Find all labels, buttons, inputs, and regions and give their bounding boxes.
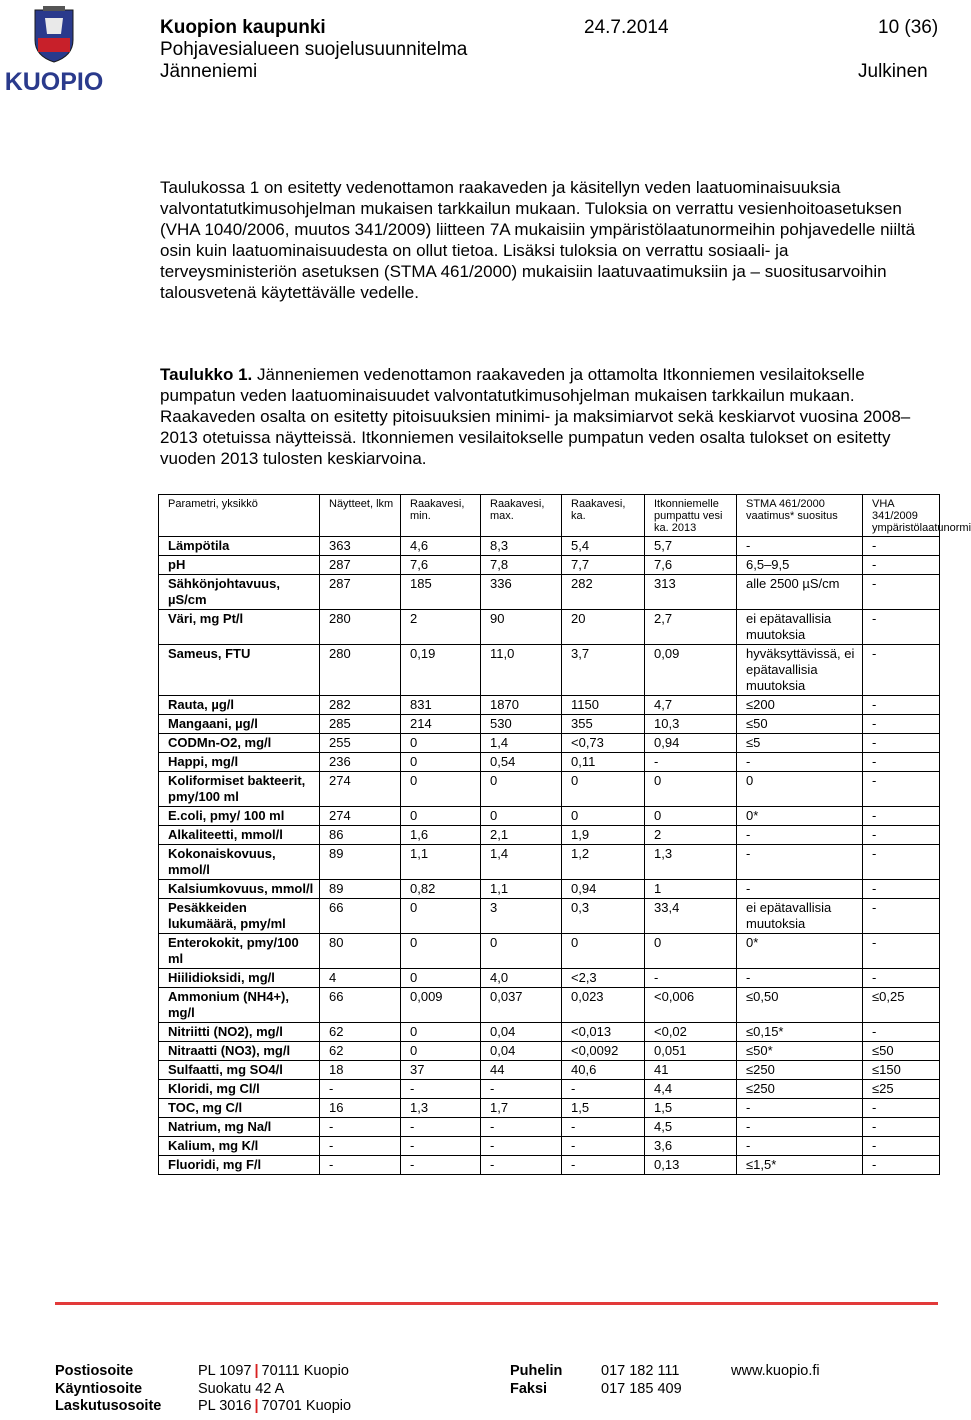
- value-cell: -: [737, 880, 863, 899]
- table-row: [159, 807, 940, 826]
- parameter-cell: Hiilidioksidi, mg/l: [159, 969, 320, 988]
- value-cell: -: [863, 807, 940, 826]
- classification: Julkinen: [858, 61, 928, 82]
- value-cell: 10,3: [645, 715, 737, 734]
- value-cell: 831: [401, 696, 481, 715]
- value-cell: -: [737, 1099, 863, 1118]
- value-cell: -: [481, 1137, 562, 1156]
- value-cell: 0: [401, 807, 481, 826]
- table-caption-text: Jänneniemen vedenottamon raakaveden ja ottamolta Itkonniemen vesilaitokselle pumpatun veden laatuominaisuudet valvontatutkimusohjelman mukaisen tarkkailun mukaan. Raakaveden osalta on esitetty pitoisuuksien minimi- ja maksimiarvot sekä keskiarvot vuosina 2008–2013 otetuissa näytteissä. Itkonniemen vesilaitokselle pumpatun veden osalta tulokset on esitetty vuoden 2013 tulosten keskiarvoina.: [160, 365, 911, 468]
- value-cell: ≤1,5*: [737, 1156, 863, 1175]
- intro-paragraph: [160, 177, 930, 303]
- parameter-cell: CODMn-O2, mg/l: [159, 734, 320, 753]
- value-cell: -: [863, 899, 940, 934]
- value-cell: alle 2500 µS/cm: [737, 575, 863, 610]
- value-cell: -: [401, 1080, 481, 1099]
- parameter-cell: Natrium, mg Na/l: [159, 1118, 320, 1137]
- value-cell: 7,8: [481, 556, 562, 575]
- value-cell: 1,2: [562, 845, 645, 880]
- value-cell: -: [737, 537, 863, 556]
- value-cell: 11,0: [481, 645, 562, 696]
- value-cell: 0: [401, 969, 481, 988]
- value-cell: -: [737, 1137, 863, 1156]
- value-cell: -: [737, 826, 863, 845]
- table-row: [159, 645, 940, 696]
- value-cell: -: [562, 1156, 645, 1175]
- value-cell: ≤0,25: [863, 988, 940, 1023]
- value-cell: 0: [737, 772, 863, 807]
- parameter-cell: Sulfaatti, mg SO4/l: [159, 1061, 320, 1080]
- table-row: [159, 988, 940, 1023]
- value-cell: 0,009: [401, 988, 481, 1023]
- coat-of-arms-icon: [5, 4, 103, 94]
- footer-contact-labels: [510, 1363, 562, 1398]
- parameter-cell: Sameus, FTU: [159, 645, 320, 696]
- value-cell: -: [645, 969, 737, 988]
- parameter-cell: TOC, mg C/l: [159, 1099, 320, 1118]
- value-cell: 2: [645, 826, 737, 845]
- value-cell: 4,6: [401, 537, 481, 556]
- value-cell: 80: [320, 934, 401, 969]
- value-cell: 1,5: [562, 1099, 645, 1118]
- table-row: [159, 1042, 940, 1061]
- value-cell: -: [863, 537, 940, 556]
- value-cell: 20: [562, 610, 645, 645]
- value-cell: 16: [320, 1099, 401, 1118]
- value-cell: -: [863, 1118, 940, 1137]
- value-cell: 0,037: [481, 988, 562, 1023]
- value-cell: 2,1: [481, 826, 562, 845]
- value-cell: ei epätavallisia muutoksia: [737, 899, 863, 934]
- value-cell: -: [481, 1080, 562, 1099]
- value-cell: <0,02: [645, 1023, 737, 1042]
- value-cell: 0*: [737, 934, 863, 969]
- table-caption-label: Taulukko 1.: [160, 365, 253, 384]
- value-cell: -: [562, 1080, 645, 1099]
- value-cell: 62: [320, 1042, 401, 1061]
- value-cell: 8,3: [481, 537, 562, 556]
- value-cell: 1870: [481, 696, 562, 715]
- value-cell: 7,6: [645, 556, 737, 575]
- value-cell: 62: [320, 1023, 401, 1042]
- value-cell: -: [863, 1099, 940, 1118]
- value-cell: 0,11: [562, 753, 645, 772]
- column-header: Raakavesi, ka.: [562, 495, 645, 537]
- parameter-cell: Pesäkkeiden lukumäärä, pmy/ml: [159, 899, 320, 934]
- value-cell: 4,5: [645, 1118, 737, 1137]
- value-cell: -: [863, 575, 940, 610]
- value-cell: 0: [645, 807, 737, 826]
- value-cell: -: [320, 1156, 401, 1175]
- value-cell: -: [737, 753, 863, 772]
- value-cell: 1,1: [481, 880, 562, 899]
- column-header: Näytteet, lkm: [320, 495, 401, 537]
- value-cell: 1,9: [562, 826, 645, 845]
- table-row: [159, 845, 940, 880]
- value-cell: ei epätavallisia muutoksia: [737, 610, 863, 645]
- logo-wordmark: KUOPIO: [4, 68, 104, 96]
- value-cell: 0,04: [481, 1023, 562, 1042]
- value-cell: 40,6: [562, 1061, 645, 1080]
- value-cell: ≤250: [737, 1080, 863, 1099]
- value-cell: ≤50: [863, 1042, 940, 1061]
- value-cell: 0*: [737, 807, 863, 826]
- value-cell: 7,7: [562, 556, 645, 575]
- value-cell: 0: [401, 772, 481, 807]
- parameter-cell: Enterokokit, pmy/100 ml: [159, 934, 320, 969]
- kayntiosoite-value: Suokatu 42 A: [198, 1380, 285, 1397]
- value-cell: 37: [401, 1061, 481, 1080]
- value-cell: 214: [401, 715, 481, 734]
- value-cell: 236: [320, 753, 401, 772]
- value-cell: 2,7: [645, 610, 737, 645]
- value-cell: -: [863, 753, 940, 772]
- value-cell: -: [863, 1156, 940, 1175]
- table-row: [159, 556, 940, 575]
- table-body: [159, 537, 940, 1175]
- value-cell: 0,051: [645, 1042, 737, 1061]
- value-cell: 1,3: [645, 845, 737, 880]
- value-cell: ≤150: [863, 1061, 940, 1080]
- value-cell: 0,54: [481, 753, 562, 772]
- value-cell: -: [737, 1118, 863, 1137]
- value-cell: ≤0,15*: [737, 1023, 863, 1042]
- table-row: [159, 1118, 940, 1137]
- value-cell: 0: [562, 807, 645, 826]
- value-cell: -: [737, 845, 863, 880]
- value-cell: -: [562, 1118, 645, 1137]
- value-cell: 1,4: [481, 845, 562, 880]
- page-number: 10 (36): [878, 17, 939, 38]
- value-cell: 3: [481, 899, 562, 934]
- value-cell: 3,7: [562, 645, 645, 696]
- value-cell: -: [562, 1137, 645, 1156]
- laskutusosoite-label: Laskutusosoite: [55, 1398, 162, 1414]
- postiosoite-value: PL 1097 | 70111 Kuopio: [198, 1363, 349, 1379]
- value-cell: 285: [320, 715, 401, 734]
- value-cell: 1,7: [481, 1099, 562, 1118]
- parameter-cell: Happi, mg/l: [159, 753, 320, 772]
- value-cell: 0: [401, 934, 481, 969]
- faksi-label: Faksi: [510, 1380, 548, 1397]
- value-cell: 90: [481, 610, 562, 645]
- value-cell: 0,3: [562, 899, 645, 934]
- value-cell: -: [863, 934, 940, 969]
- value-cell: 280: [320, 610, 401, 645]
- value-cell: 0: [562, 772, 645, 807]
- value-cell: <0,0092: [562, 1042, 645, 1061]
- parameter-cell: Kloridi, mg Cl/l: [159, 1080, 320, 1099]
- value-cell: -: [320, 1137, 401, 1156]
- value-cell: 1,3: [401, 1099, 481, 1118]
- postiosoite-label: Postiosoite: [55, 1363, 134, 1379]
- value-cell: -: [401, 1118, 481, 1137]
- value-cell: 1,6: [401, 826, 481, 845]
- value-cell: 0: [401, 734, 481, 753]
- value-cell: -: [863, 772, 940, 807]
- footer-labels-left: [55, 1363, 161, 1416]
- column-header: Parametri, yksikkö: [159, 495, 320, 537]
- value-cell: 89: [320, 845, 401, 880]
- parameter-cell: Nitriitti (NO2), mg/l: [159, 1023, 320, 1042]
- value-cell: -: [481, 1156, 562, 1175]
- value-cell: -: [863, 880, 940, 899]
- value-cell: 0,04: [481, 1042, 562, 1061]
- value-cell: 0,19: [401, 645, 481, 696]
- kayntiosoite-label: Käyntiosoite: [55, 1380, 143, 1397]
- column-header: Raakavesi, max.: [481, 495, 562, 537]
- value-cell: 1150: [562, 696, 645, 715]
- value-cell: 0,13: [645, 1156, 737, 1175]
- value-cell: 44: [481, 1061, 562, 1080]
- table-row: [159, 575, 940, 610]
- value-cell: 0: [401, 1042, 481, 1061]
- column-header: STMA 461/2000 vaatimus* suositus: [737, 495, 863, 537]
- value-cell: 0,09: [645, 645, 737, 696]
- parameter-cell: Ammonium (NH4+), mg/l: [159, 988, 320, 1023]
- value-cell: -: [320, 1080, 401, 1099]
- value-cell: -: [481, 1118, 562, 1137]
- value-cell: <0,013: [562, 1023, 645, 1042]
- value-cell: 33,4: [645, 899, 737, 934]
- value-cell: <2,3: [562, 969, 645, 988]
- faksi-value: 017 185 409: [601, 1380, 682, 1397]
- value-cell: 2: [401, 610, 481, 645]
- value-cell: 4,0: [481, 969, 562, 988]
- value-cell: 0: [401, 1023, 481, 1042]
- table-row: [159, 1137, 940, 1156]
- parameter-cell: Kalsiumkovuus, mmol/l: [159, 880, 320, 899]
- value-cell: 287: [320, 556, 401, 575]
- parameter-cell: E.coli, pmy/ 100 ml: [159, 807, 320, 826]
- value-cell: 0,023: [562, 988, 645, 1023]
- parameter-cell: Kalium, mg K/l: [159, 1137, 320, 1156]
- water-quality-table: [158, 494, 971, 1175]
- value-cell: 5,7: [645, 537, 737, 556]
- value-cell: hyväksyttävissä, ei epätavallisia muutoksia: [737, 645, 863, 696]
- table-row: [159, 880, 940, 899]
- value-cell: 0,94: [645, 734, 737, 753]
- value-cell: ≤25: [863, 1080, 940, 1099]
- value-cell: 66: [320, 988, 401, 1023]
- table-row: [159, 696, 940, 715]
- value-cell: 255: [320, 734, 401, 753]
- value-cell: 1,4: [481, 734, 562, 753]
- parameter-cell: Lämpötila: [159, 537, 320, 556]
- value-cell: -: [863, 845, 940, 880]
- value-cell: ≤200: [737, 696, 863, 715]
- parameter-cell: Sähkönjohtavuus, µS/cm: [159, 575, 320, 610]
- value-cell: -: [863, 696, 940, 715]
- value-cell: ≤50: [737, 715, 863, 734]
- value-cell: -: [863, 734, 940, 753]
- value-cell: -: [863, 826, 940, 845]
- column-header: VHA 341/2009 ympäristölaatunormi: [863, 495, 940, 537]
- value-cell: 355: [562, 715, 645, 734]
- value-cell: 89: [320, 880, 401, 899]
- value-cell: 6,5–9,5: [737, 556, 863, 575]
- value-cell: ≤5: [737, 734, 863, 753]
- value-cell: -: [863, 1137, 940, 1156]
- table-row: [159, 899, 940, 934]
- table-row: [159, 734, 940, 753]
- value-cell: ≤0,50: [737, 988, 863, 1023]
- intro-text: Taulukossa 1 on esitetty vedenottamon raakaveden ja käsitellyn veden laatuominaisuuksia valvontatutkimusohjelman mukaisen tarkkailun mukaan. Tuloksia on verrattu vesienhoitoasetuksen (VHA 1040/2006, muutos 341/2009) liitteen 7A mukaisiin ympäristölaatunormeihin pohjavedelle niiltä osin kuin laatuominaisuudesta on ollut tietoa. Lisäksi tuloksia on verrattu sosiaali- ja terveysministeriön asetuksen (STMA 461/2000) mukaisiin laatuvaatimuksiin ja – suositusarvoihin talousvetenä käytettävälle vedelle.: [160, 178, 916, 302]
- value-cell: 4: [320, 969, 401, 988]
- value-cell: 363: [320, 537, 401, 556]
- value-cell: <0,006: [645, 988, 737, 1023]
- value-cell: -: [401, 1137, 481, 1156]
- value-cell: -: [863, 969, 940, 988]
- value-cell: 86: [320, 826, 401, 845]
- value-cell: 5,4: [562, 537, 645, 556]
- footer-divider: [55, 1302, 938, 1305]
- table-row: [159, 1061, 940, 1080]
- table-row: [159, 1099, 940, 1118]
- parameter-cell: Koliformiset bakteerit, pmy/100 ml: [159, 772, 320, 807]
- table-caption: [160, 364, 930, 469]
- value-cell: -: [863, 610, 940, 645]
- footer-contact-values: [601, 1363, 682, 1398]
- parameter-cell: Rauta, µg/l: [159, 696, 320, 715]
- footer-addresses: [198, 1363, 351, 1416]
- parameter-cell: pH: [159, 556, 320, 575]
- parameter-cell: Alkaliteetti, mmol/l: [159, 826, 320, 845]
- value-cell: 66: [320, 899, 401, 934]
- column-header: Raakavesi, min.: [401, 495, 481, 537]
- value-cell: 282: [320, 696, 401, 715]
- value-cell: <0,73: [562, 734, 645, 753]
- value-cell: -: [863, 556, 940, 575]
- value-cell: 0: [401, 753, 481, 772]
- table-row: [159, 1156, 940, 1175]
- parameter-cell: Väri, mg Pt/l: [159, 610, 320, 645]
- value-cell: 4,7: [645, 696, 737, 715]
- parameter-cell: Kokonaiskovuus, mmol/l: [159, 845, 320, 880]
- area-name: Jänneniemi: [160, 61, 258, 82]
- value-cell: ≤50*: [737, 1042, 863, 1061]
- value-cell: 0,94: [562, 880, 645, 899]
- value-cell: 18: [320, 1061, 401, 1080]
- kuopio-logo: [5, 4, 103, 94]
- value-cell: -: [737, 969, 863, 988]
- value-cell: 0: [481, 772, 562, 807]
- table-row: [159, 610, 940, 645]
- value-cell: 282: [562, 575, 645, 610]
- parameter-cell: Mangaani, µg/l: [159, 715, 320, 734]
- puhelin-label: Puhelin: [510, 1363, 563, 1379]
- parameter-cell: Fluoridi, mg F/l: [159, 1156, 320, 1175]
- value-cell: 0: [401, 899, 481, 934]
- value-cell: 0,82: [401, 880, 481, 899]
- value-cell: -: [863, 715, 940, 734]
- value-cell: 1,5: [645, 1099, 737, 1118]
- value-cell: -: [863, 645, 940, 696]
- value-cell: 41: [645, 1061, 737, 1080]
- table-row: [159, 969, 940, 988]
- table-row: [159, 934, 940, 969]
- doc-date: 24.7.2014: [584, 17, 669, 38]
- org-name: Kuopion kaupunki: [160, 17, 326, 38]
- puhelin-value: 017 182 111: [601, 1363, 680, 1379]
- value-cell: -: [401, 1156, 481, 1175]
- value-cell: 1: [645, 880, 737, 899]
- parameter-cell: Nitraatti (NO3), mg/l: [159, 1042, 320, 1061]
- value-cell: 3,6: [645, 1137, 737, 1156]
- value-cell: 274: [320, 807, 401, 826]
- value-cell: 0: [481, 934, 562, 969]
- table-row: [159, 772, 940, 807]
- value-cell: 530: [481, 715, 562, 734]
- value-cell: 0: [645, 772, 737, 807]
- value-cell: -: [863, 1023, 940, 1042]
- value-cell: 0: [645, 934, 737, 969]
- value-cell: 1,1: [401, 845, 481, 880]
- table-row: [159, 826, 940, 845]
- value-cell: -: [320, 1118, 401, 1137]
- table-row: [159, 1023, 940, 1042]
- value-cell: 4,4: [645, 1080, 737, 1099]
- value-cell: 7,6: [401, 556, 481, 575]
- laskutusosoite-value: PL 3016 | 70701 Kuopio: [198, 1398, 352, 1414]
- value-cell: -: [645, 753, 737, 772]
- table-header: [159, 495, 971, 537]
- value-cell: 287: [320, 575, 401, 610]
- value-cell: 185: [401, 575, 481, 610]
- value-cell: 0: [481, 807, 562, 826]
- table-row: [159, 715, 940, 734]
- value-cell: 274: [320, 772, 401, 807]
- value-cell: 0: [562, 934, 645, 969]
- table-row: [159, 537, 940, 556]
- value-cell: ≤250: [737, 1061, 863, 1080]
- value-cell: 313: [645, 575, 737, 610]
- table-row: [159, 1080, 940, 1099]
- column-header: Itkonniemelle pumpattu vesi ka. 2013: [645, 495, 737, 537]
- table-row: [159, 753, 940, 772]
- value-cell: 280: [320, 645, 401, 696]
- document-title: Pohjavesialueen suojelusuunnitelma: [160, 39, 468, 60]
- value-cell: 336: [481, 575, 562, 610]
- website-link[interactable]: www.kuopio.fi: [731, 1363, 820, 1379]
